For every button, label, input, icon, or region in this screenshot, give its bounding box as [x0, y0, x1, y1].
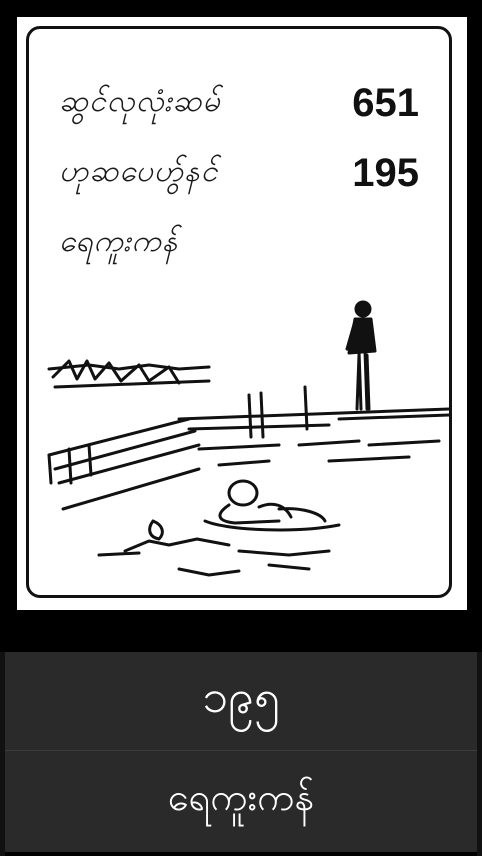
card-line-1 [59, 77, 419, 129]
answer-word[interactable]: ရေကူးကန် [167, 775, 315, 819]
panel-divider [5, 750, 477, 751]
card-line-1-label: ဆွင်လုလုံးဆမ် [59, 83, 221, 119]
answer-number[interactable]: ၁၉၅ [202, 668, 280, 723]
card-line-3 [59, 217, 419, 269]
standing-person-drawing [347, 302, 375, 409]
flash-card[interactable] [17, 17, 467, 610]
left-edge [0, 652, 5, 856]
card-line-2-label: ဟုဆပေဟွ်နင် [59, 153, 219, 189]
card-line-2 [59, 147, 419, 199]
card-line-1-value: 651 [352, 80, 419, 125]
card-line-3-label: ရေကူးကန် [59, 223, 179, 259]
card-border [26, 26, 452, 598]
swimming-pool-sketch [29, 269, 449, 589]
card-line-2-value: 195 [352, 150, 419, 195]
swimmer-drawing [220, 481, 291, 523]
right-edge [477, 652, 482, 856]
answer-panel [5, 652, 477, 852]
